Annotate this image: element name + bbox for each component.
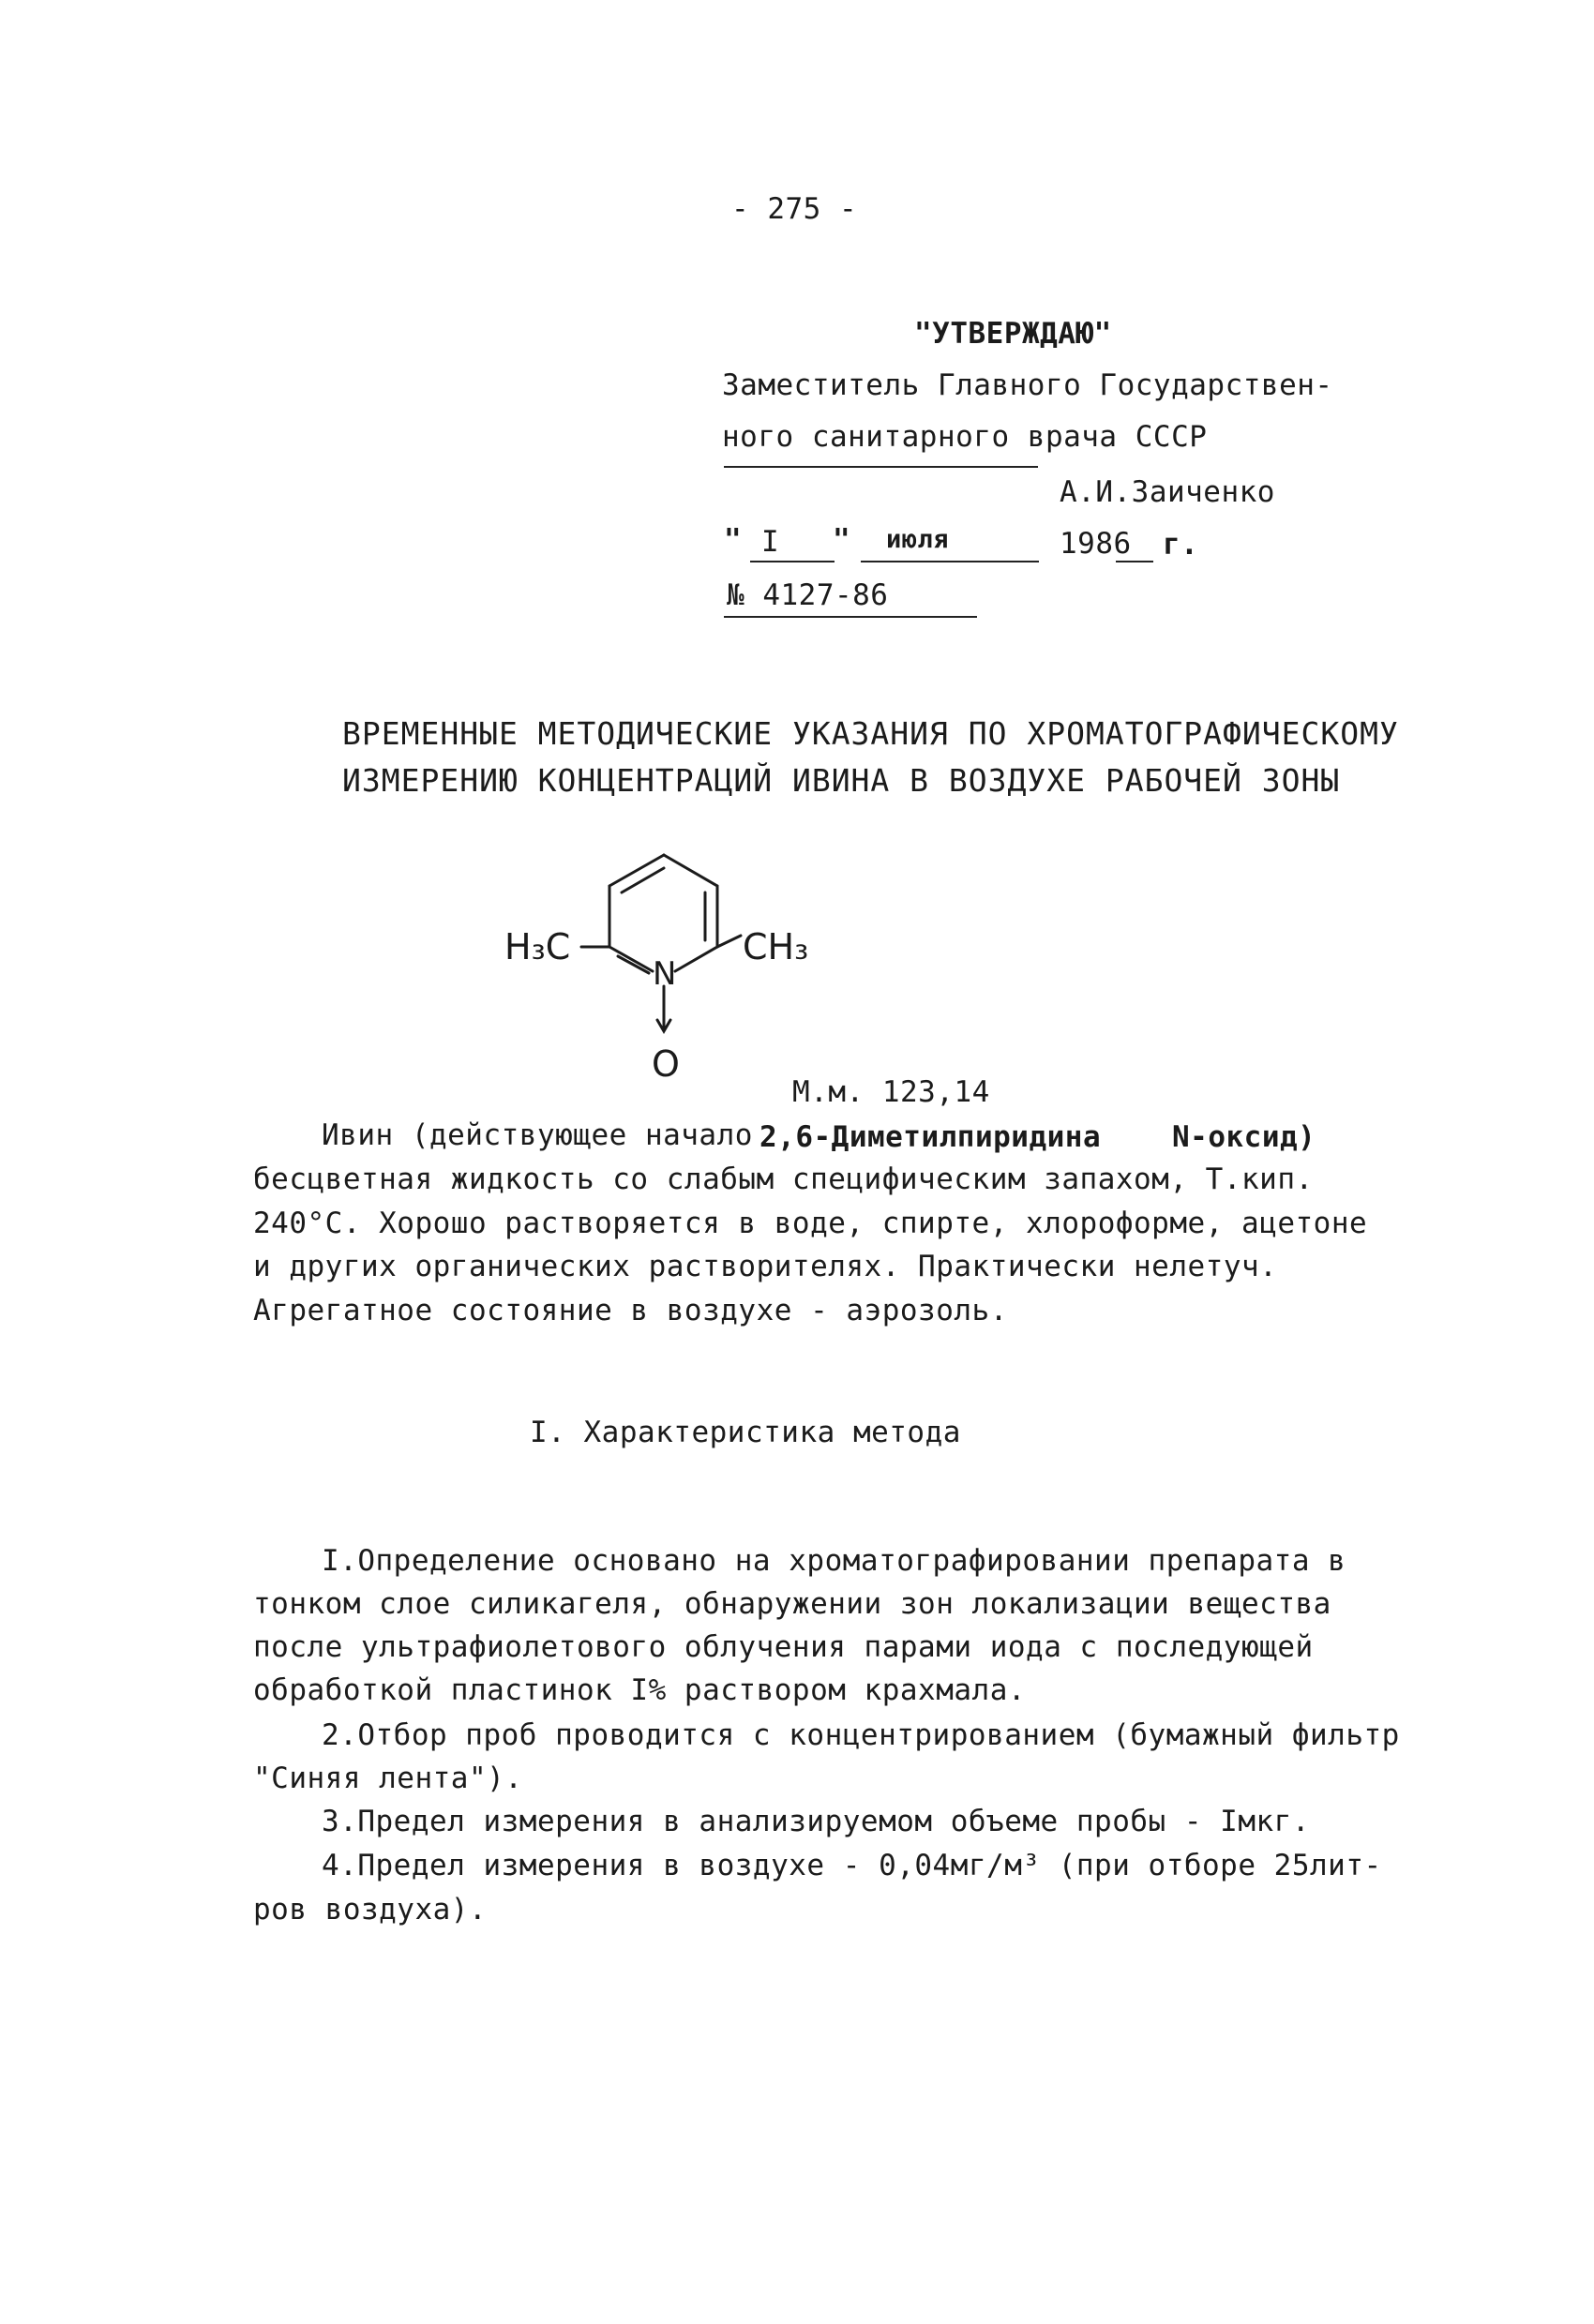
- description-line3: 240°С. Хорошо растворяется в воде, спирте, хлороформе, ацетоне: [253, 1207, 1368, 1240]
- section-heading: I. Характеристика метода: [530, 1416, 961, 1449]
- document-number: № 4127-86: [727, 578, 889, 612]
- date-day-underline: [750, 561, 835, 562]
- approval-position-line2: ного санитарного врача СССР: [722, 420, 1208, 454]
- item2-line1: 2.Отбор проб проводится с концентрированием (бумажный фильтр: [322, 1718, 1400, 1752]
- date-close-quote: ": [833, 523, 851, 557]
- methyl-left: H₃C: [504, 926, 571, 967]
- description-line2: бесцветная жидкость со слабым специфическим запахом, Т.кип.: [253, 1162, 1314, 1196]
- date-open-quote: ": [724, 523, 743, 557]
- date-year-suffix: г.: [1163, 528, 1199, 562]
- description-line1b: 2,6-Диметилпиридина: [759, 1120, 1102, 1154]
- item2-line2: "Синяя лента").: [253, 1762, 523, 1795]
- date-month: июля: [886, 525, 950, 554]
- document-number-underline: [724, 616, 977, 618]
- molar-mass: М.м. 123,14: [792, 1075, 990, 1109]
- document-title-line2: ИЗМЕРЕНИЮ КОНЦЕНТРАЦИЙ ИВИНА В ВОЗДУХЕ РАБОЧЕЙ ЗОНЫ: [342, 762, 1341, 799]
- item1-line1: I.Определение основано на хроматографировании препарата в: [322, 1544, 1346, 1578]
- chemical-structure-diagram: [488, 825, 881, 1097]
- document-title-line1: ВРЕМЕННЫЕ МЕТОДИЧЕСКИЕ УКАЗАНИЯ ПО ХРОМАТОГРАФИЧЕСКОМУ: [342, 715, 1399, 752]
- oxygen-atom: O: [652, 1043, 680, 1085]
- approver-name: А.И.Заиченко: [1060, 475, 1275, 509]
- nitrogen-atom: N: [653, 955, 677, 993]
- item1-line2: тонком слое силикагеля, обнаружении зон локализации вещества: [253, 1587, 1331, 1621]
- description-line4: и других органических растворителях. Практически нелетуч.: [253, 1250, 1278, 1283]
- item1-line4: обработкой пластинок I% раствором крахмала.: [253, 1673, 1027, 1707]
- description-line5: Агрегатное состояние в воздухе - аэрозоль.: [253, 1294, 1008, 1327]
- item1-line3: после ультрафиолетового облучения парами иода с последующей: [253, 1630, 1314, 1664]
- date-year-underline: [1116, 561, 1153, 562]
- item4-line2: ров воздуха).: [253, 1893, 488, 1927]
- date-day: I: [761, 525, 780, 559]
- approval-position-line1: Заместитель Главного Государствен-: [722, 368, 1333, 402]
- date-month-underline: [861, 561, 1039, 562]
- signature-line: [724, 466, 1038, 468]
- methyl-right: CH₃: [743, 926, 809, 967]
- description-line1a: Ивин (действующее начало: [322, 1118, 753, 1152]
- item4-line1: 4.Предел измерения в воздухе - 0,04мг/м³ (при отборе 25лит-: [322, 1849, 1382, 1882]
- description-line1c: N-оксид): [1172, 1120, 1316, 1154]
- page-number: - 275 -: [731, 192, 858, 226]
- item3-line1: 3.Предел измерения в анализируемом объеме пробы - Iмкг.: [322, 1805, 1310, 1838]
- approval-heading: "УТВЕРЖДАЮ": [914, 317, 1112, 351]
- date-year: 1986: [1060, 527, 1132, 561]
